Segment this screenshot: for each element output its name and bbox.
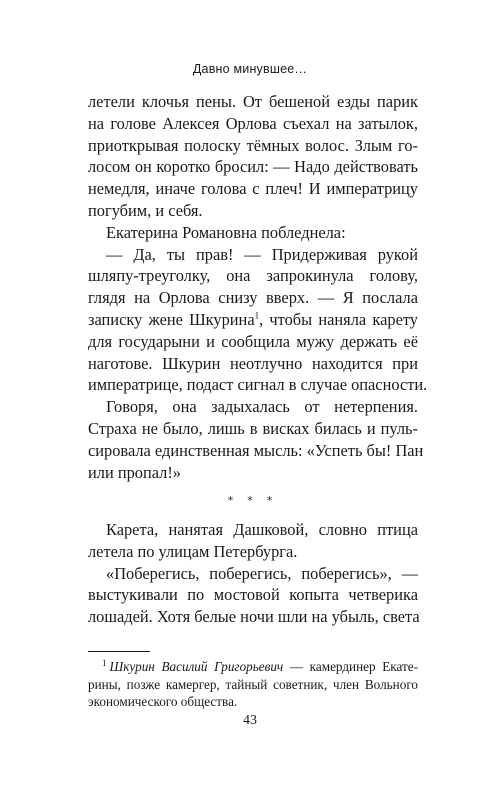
text-line: приоткрывая полоску тёмных волос. Злым го- [88, 135, 418, 155]
text-line: Страха не было, лишь в висках билась и пуль- [88, 418, 418, 438]
text-line: Карета, нанятая Дашковой, словно птица [106, 520, 418, 539]
text-line-with-footnote [88, 309, 418, 331]
footnote [88, 658, 418, 711]
text-line: летели клочья пены. От бешеной езды парик [88, 92, 418, 111]
text-line: немедля, иначе голова с плеч! И императрицу [88, 179, 418, 199]
text-line: на голове Алексея Орлова съехал на затылок, [88, 113, 418, 133]
text-line: лосом он коротко бросил: — Надо действовать [88, 157, 418, 177]
text-line: или пропал!» [88, 462, 182, 482]
text-line: шляпу-треуголку, она запрокинула голову, [88, 266, 418, 286]
text-line: наготове. Шкурин неотлучно находится при [88, 353, 418, 373]
footnote-mark: 1 [102, 657, 107, 668]
text-fragment: , чтобы наняла карету [259, 309, 418, 329]
footnote-line: экономического общества. [88, 694, 238, 709]
footnote-reference[interactable]: 1 [254, 310, 260, 321]
footnote-rule [88, 651, 150, 652]
text-line: выстукивали по мостовой копыта четверика [88, 585, 418, 605]
text-line: лошадей. Хотя белые ночи шли на убыль, света [88, 607, 420, 627]
text-line: глядя на Орлова снизу вверх. — Я послала [88, 288, 418, 308]
section-break-ornament: *** [227, 494, 287, 507]
text-line: летела по улицам Петербурга. [88, 541, 298, 561]
footnote-line [88, 658, 418, 676]
text-line: для государыни и сообщила мужу держать её [88, 331, 418, 351]
text-line: сировала единственная мысль: «Успеть бы! Пан [88, 440, 424, 460]
footnote-person-name: Шкурин Василий Григорьевич [109, 659, 284, 674]
text-fragment: записку жене Шкурина [88, 309, 255, 329]
main-text-block [88, 519, 418, 628]
text-line: — Да, ты прав! — Придерживая рукой [106, 244, 418, 264]
text-line: Говоря, она задыхалась от нетерпения. [106, 397, 418, 417]
main-text-block [88, 91, 428, 483]
running-head: Давно минувшее… [192, 62, 308, 76]
footnote-text: — камердинер Екате- [283, 659, 419, 674]
text-line: «Поберегись, поберегись, поберегись», — [106, 563, 418, 583]
page-number: 43 [243, 713, 257, 728]
text-line: Екатерина Романовна побледнела: [106, 222, 346, 242]
footnote-line: рины, позже камергер, тайный советник, член Вольного [88, 676, 418, 692]
text-line: погубим, и себя. [88, 200, 203, 220]
text-line: императрице, подаст сигнал в случае опасности. [88, 375, 428, 395]
